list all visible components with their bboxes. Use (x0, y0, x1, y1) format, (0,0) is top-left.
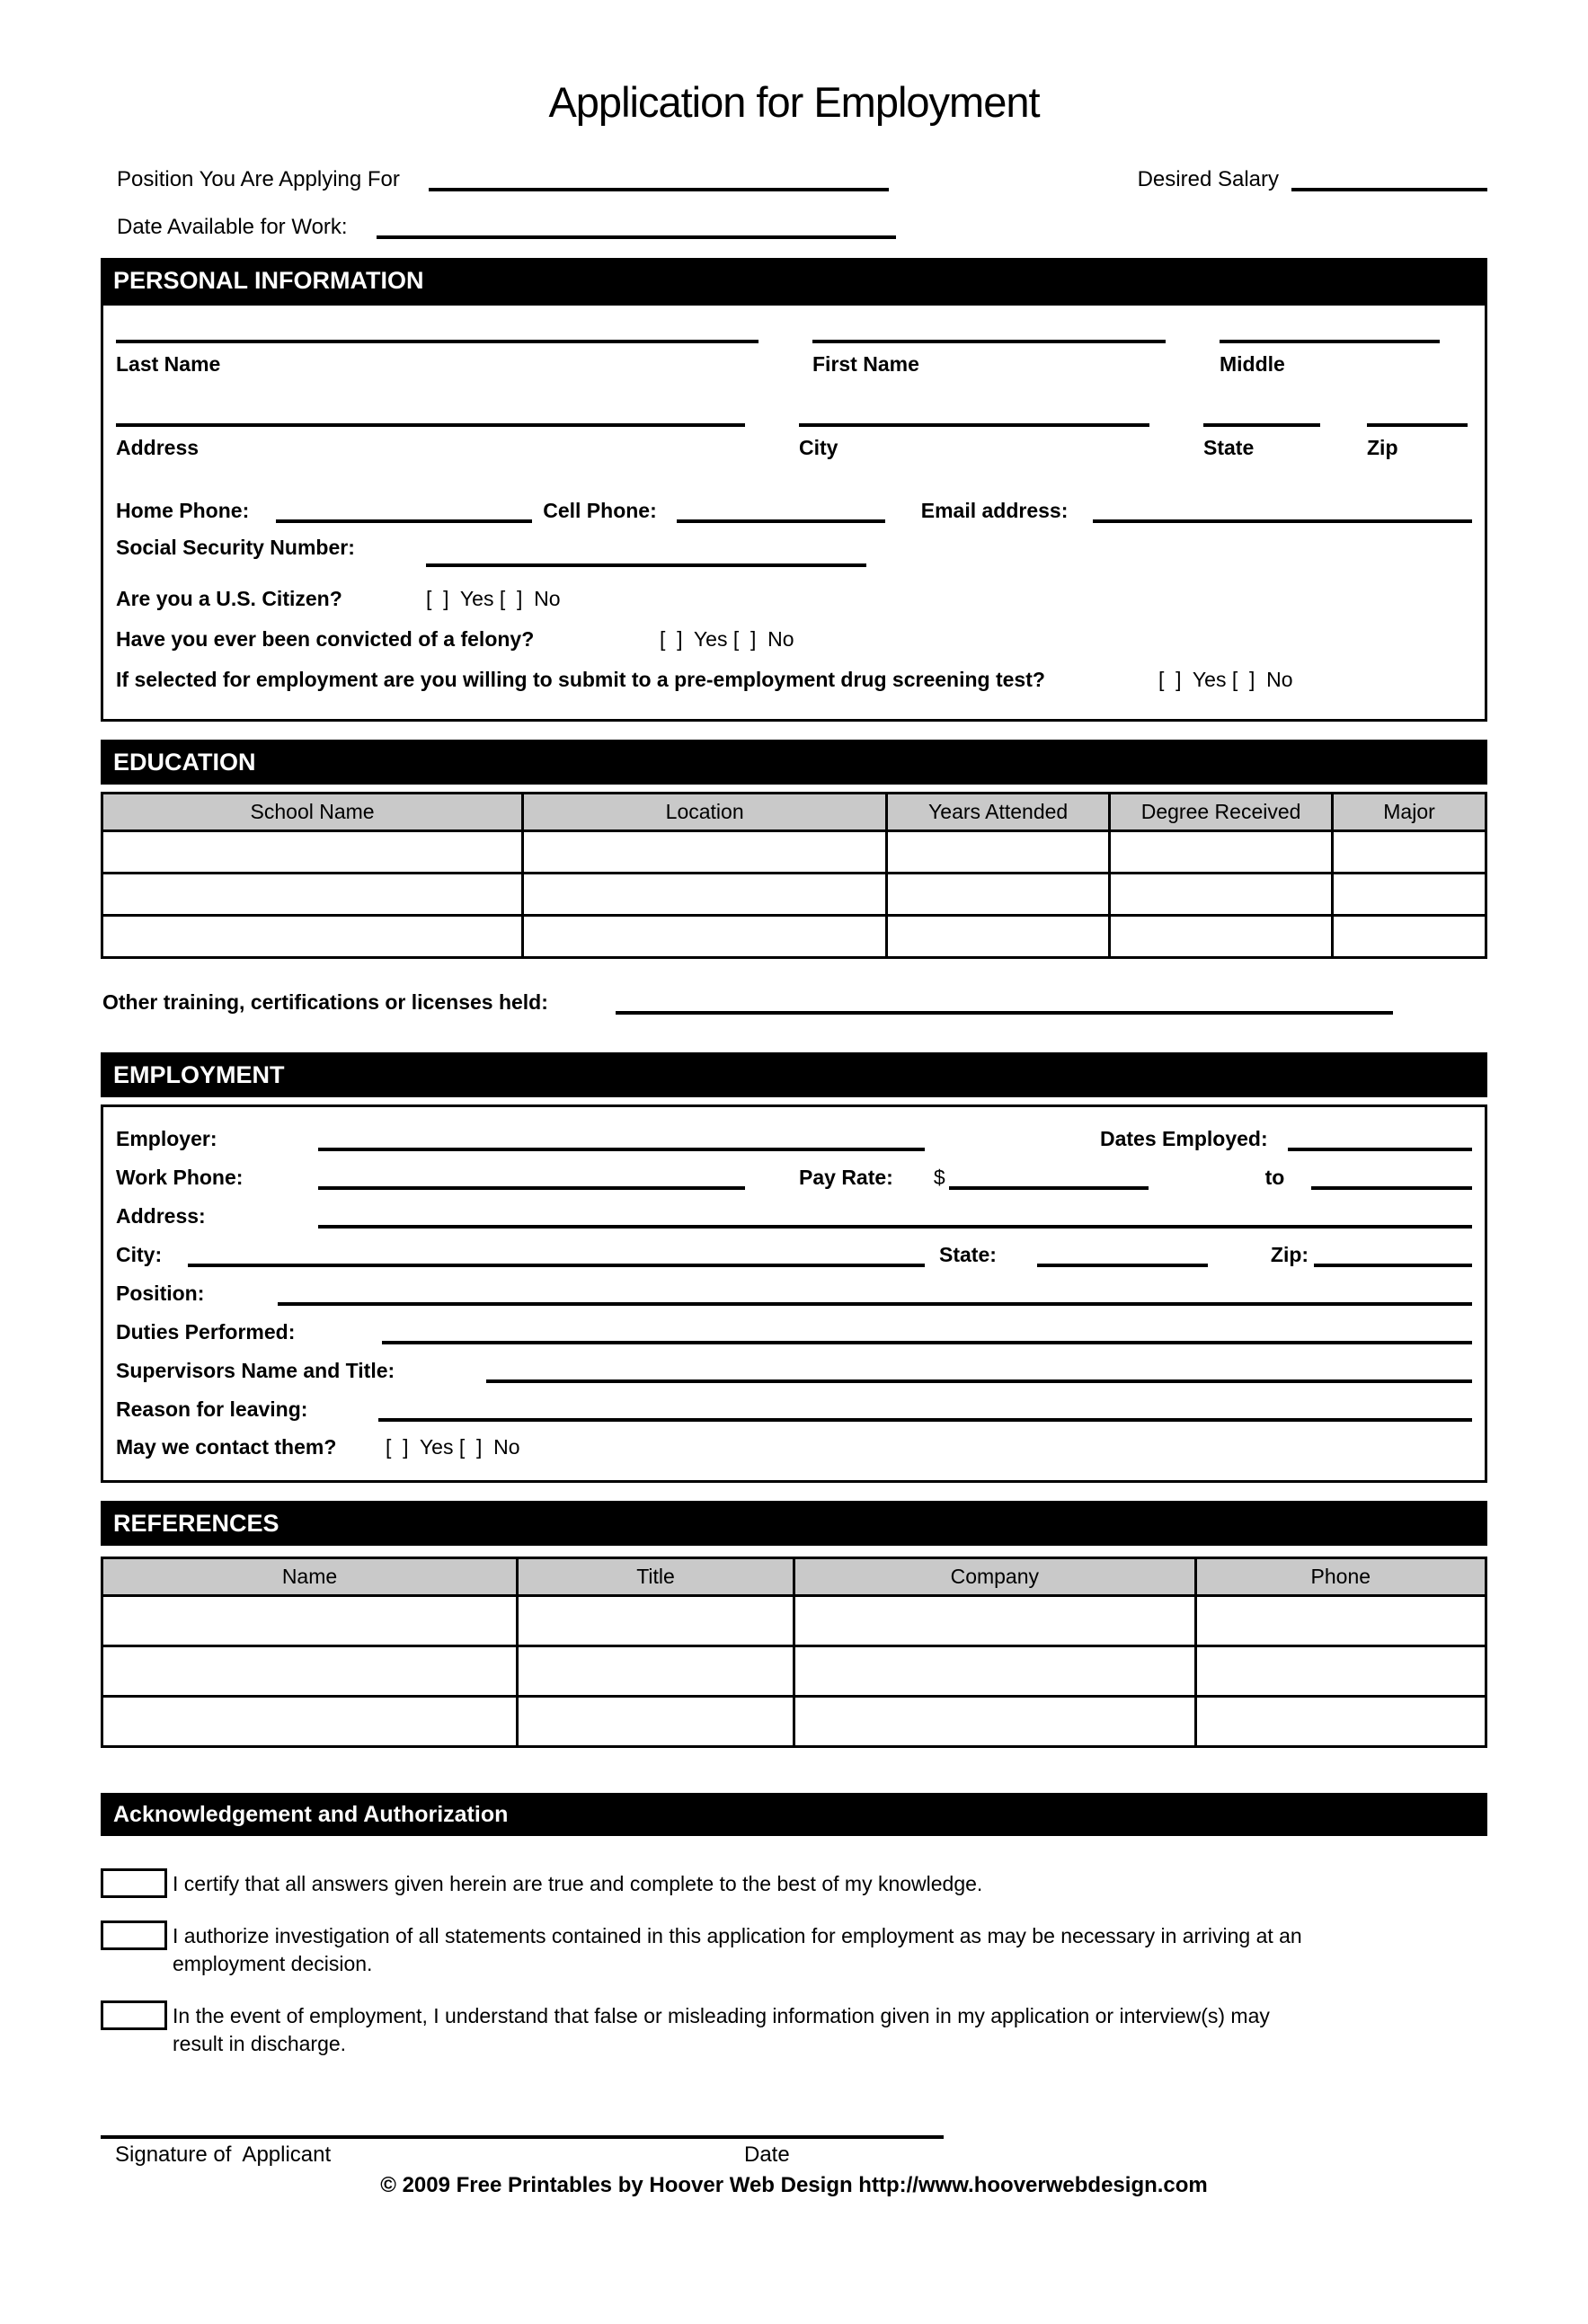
education-cell[interactable] (1110, 831, 1333, 874)
education-col-location: Location (523, 794, 887, 831)
supervisor-label: Supervisors Name and Title: (116, 1359, 395, 1382)
acknowledgement-item (101, 1922, 1487, 1978)
position-held-label: Position: (116, 1282, 205, 1305)
duties-label: Duties Performed: (116, 1320, 296, 1344)
references-table (101, 1557, 1487, 1748)
address-label: Address (116, 436, 200, 459)
duties-input-line[interactable] (382, 1325, 1472, 1344)
authorize-checkbox[interactable] (101, 1920, 167, 1950)
references-cell[interactable] (518, 1697, 794, 1747)
references-cell[interactable] (1195, 1646, 1486, 1697)
contact-question-row (116, 1435, 1472, 1459)
position-held-input-line[interactable] (278, 1286, 1472, 1306)
employer-zip-label: Zip: (1270, 1243, 1309, 1266)
signature-labels-row (101, 2142, 1487, 2168)
position-held-row (116, 1281, 1472, 1306)
reason-for-leaving-row (116, 1397, 1472, 1422)
references-cell[interactable] (1195, 1697, 1486, 1747)
education-cell[interactable] (523, 831, 887, 874)
contact-yes-no-options[interactable]: [ ] Yes [ ] No (386, 1435, 520, 1459)
education-col-major: Major (1333, 794, 1486, 831)
employer-city-label: City: (116, 1243, 163, 1266)
employer-address-label: Address: (116, 1204, 206, 1228)
drug-test-question-label: If selected for employment are you willing to submit to a pre-employment drug screening test? (116, 668, 1045, 691)
certify-statement: I certify that all answers given herein are true and complete to the best of my knowledge. (173, 1872, 983, 1895)
state-field[interactable] (1203, 423, 1320, 460)
signature-of-applicant-label: Signature of Applicant (115, 2142, 332, 2168)
authorize-statement: I authorize investigation of all statements contained in this application for employment as may be necessary in arriving at an employment decision. (173, 1924, 1302, 1976)
references-cell[interactable] (794, 1596, 1196, 1646)
ssn-label: Social Security Number: (116, 536, 355, 559)
education-cell[interactable] (523, 916, 887, 958)
last-name-label: Last Name (116, 352, 221, 376)
date-available-input-line[interactable] (377, 219, 896, 239)
email-address-input-line[interactable] (1093, 503, 1472, 523)
employer-address-input-line[interactable] (318, 1209, 1472, 1229)
position-salary-row (101, 166, 1487, 192)
pay-rate-from-input-line[interactable] (949, 1170, 1149, 1190)
education-table (101, 792, 1487, 959)
education-header-row (102, 794, 1486, 831)
zip-field[interactable] (1367, 423, 1468, 460)
discharge-statement: In the event of employment, I understand that false or misleading information given in my application or interview(s) may result in discharge. (173, 2004, 1270, 2056)
email-address-label: Email address: (920, 499, 1069, 522)
other-training-row (101, 989, 1487, 1015)
first-name-field[interactable] (812, 340, 1166, 377)
references-header-row (102, 1558, 1486, 1596)
education-cell[interactable] (1333, 831, 1486, 874)
duties-row (116, 1319, 1472, 1344)
references-cell[interactable] (518, 1596, 794, 1646)
references-col-title: Title (518, 1558, 794, 1596)
work-phone-label: Work Phone: (116, 1166, 244, 1189)
education-cell[interactable] (1333, 916, 1486, 958)
dates-employed-input-line[interactable] (1288, 1131, 1472, 1151)
pay-rate-label: Pay Rate: (799, 1166, 893, 1189)
employer-row (116, 1126, 1472, 1151)
references-cell[interactable] (102, 1697, 518, 1747)
dates-employed-label: Dates Employed: (1100, 1127, 1268, 1150)
discharge-checkbox[interactable] (101, 2000, 167, 2030)
cell-phone-input-line[interactable] (677, 503, 885, 523)
state-label: State (1203, 436, 1255, 459)
date-label: Date (744, 2142, 790, 2168)
education-cell[interactable] (102, 916, 523, 958)
signature-input-line[interactable] (101, 2130, 944, 2139)
name-fields-row (116, 340, 1472, 377)
references-row (102, 1596, 1486, 1646)
references-col-company: Company (794, 1558, 1196, 1596)
desired-salary-input-line[interactable] (1291, 172, 1487, 191)
references-cell[interactable] (518, 1646, 794, 1697)
education-row (102, 831, 1486, 874)
cell-phone-label: Cell Phone: (543, 499, 657, 522)
work-phone-pay-rate-row (116, 1165, 1472, 1190)
felony-question-label: Have you ever been convicted of a felony? (116, 627, 535, 651)
references-cell[interactable] (102, 1596, 518, 1646)
employer-city-input-line[interactable] (188, 1247, 925, 1267)
references-section-header: REFERENCES (101, 1501, 1487, 1546)
address-field[interactable] (116, 423, 745, 460)
employment-box (101, 1104, 1487, 1483)
employment-application-form (0, 77, 1588, 2198)
felony-question-row (116, 627, 1472, 652)
education-cell[interactable] (887, 916, 1110, 958)
pay-rate-to-input-line[interactable] (1311, 1170, 1472, 1190)
references-cell[interactable] (1195, 1596, 1486, 1646)
desired-salary-label: Desired Salary (1137, 167, 1279, 191)
ssn-row (116, 536, 1472, 560)
employer-state-label: State: (939, 1243, 997, 1266)
position-input-line[interactable] (429, 172, 889, 191)
acknowledgement-item (101, 1870, 1487, 1898)
citizen-question-row (116, 587, 1472, 611)
education-section-header: EDUCATION (101, 740, 1487, 785)
felony-yes-no-options[interactable]: [ ] Yes [ ] No (660, 627, 794, 651)
other-training-input-line[interactable] (616, 995, 1393, 1015)
education-cell[interactable] (887, 874, 1110, 916)
references-cell[interactable] (102, 1646, 518, 1697)
education-cell[interactable] (887, 831, 1110, 874)
education-cell[interactable] (102, 831, 523, 874)
supervisor-input-line[interactable] (486, 1363, 1472, 1383)
education-col-degree-received: Degree Received (1110, 794, 1333, 831)
ssn-input-line[interactable] (426, 560, 866, 567)
employer-state-input-line[interactable] (1037, 1247, 1208, 1267)
page-title: Application for Employment (548, 78, 1040, 126)
references-cell[interactable] (794, 1697, 1196, 1747)
education-cell[interactable] (523, 874, 887, 916)
reason-for-leaving-input-line[interactable] (378, 1402, 1472, 1422)
copyright-notice: © 2009 Free Printables by Hoover Web Design http://www.hooverwebdesign.com (380, 2173, 1208, 2198)
first-name-label: First Name (812, 352, 919, 376)
reason-for-leaving-label: Reason for leaving: (116, 1397, 308, 1421)
city-label: City (799, 436, 838, 459)
address-fields-row (116, 423, 1472, 460)
personal-information-box (101, 303, 1487, 722)
references-row (102, 1646, 1486, 1697)
education-cell[interactable] (102, 874, 523, 916)
employer-zip-input-line[interactable] (1314, 1247, 1472, 1267)
employer-city-state-zip-row (116, 1242, 1472, 1267)
citizen-yes-no-options[interactable]: [ ] Yes [ ] No (426, 587, 561, 610)
pay-rate-dollar-sign: $ (933, 1166, 945, 1189)
home-phone-input-line[interactable] (276, 503, 532, 523)
references-cell[interactable] (794, 1646, 1196, 1697)
citizen-question-label: Are you a U.S. Citizen? (116, 587, 342, 610)
employment-section-header: EMPLOYMENT (101, 1052, 1487, 1097)
last-name-field[interactable] (116, 340, 759, 377)
references-col-phone: Phone (1195, 1558, 1486, 1596)
city-field[interactable] (799, 423, 1149, 460)
education-cell[interactable] (1110, 874, 1333, 916)
date-available-row (101, 214, 1487, 240)
date-available-label: Date Available for Work: (117, 215, 348, 239)
employer-label: Employer: (116, 1127, 217, 1150)
acknowledgement-item (101, 2002, 1487, 2058)
position-label: Position You Are Applying For (117, 167, 400, 191)
middle-name-field[interactable] (1220, 340, 1440, 377)
drug-test-question-row (116, 668, 1472, 719)
pay-rate-to-label: to (1264, 1166, 1285, 1189)
zip-label: Zip (1367, 436, 1398, 459)
references-col-name: Name (102, 1558, 518, 1596)
education-row (102, 916, 1486, 958)
phone-email-row (116, 498, 1472, 523)
education-cell[interactable] (1110, 916, 1333, 958)
references-row (102, 1697, 1486, 1747)
drug-test-yes-no-options[interactable]: [ ] Yes [ ] No (1158, 668, 1293, 691)
personal-information-section-header: PERSONAL INFORMATION (101, 258, 1487, 303)
acknowledgement-section-header: Acknowledgement and Authorization (101, 1793, 1487, 1836)
employer-input-line[interactable] (318, 1131, 925, 1151)
work-phone-input-line[interactable] (318, 1170, 745, 1190)
supervisor-row (116, 1358, 1472, 1383)
employer-address-row (116, 1203, 1472, 1229)
education-col-school-name: School Name (102, 794, 523, 831)
home-phone-label: Home Phone: (116, 499, 250, 522)
contact-question-label: May we contact them? (116, 1435, 337, 1459)
education-cell[interactable] (1333, 874, 1486, 916)
education-row (102, 874, 1486, 916)
other-training-label: Other training, certifications or licenses held: (102, 990, 548, 1014)
certify-checkbox[interactable] (101, 1868, 167, 1898)
middle-name-label: Middle (1220, 352, 1285, 376)
education-col-years-attended: Years Attended (887, 794, 1110, 831)
